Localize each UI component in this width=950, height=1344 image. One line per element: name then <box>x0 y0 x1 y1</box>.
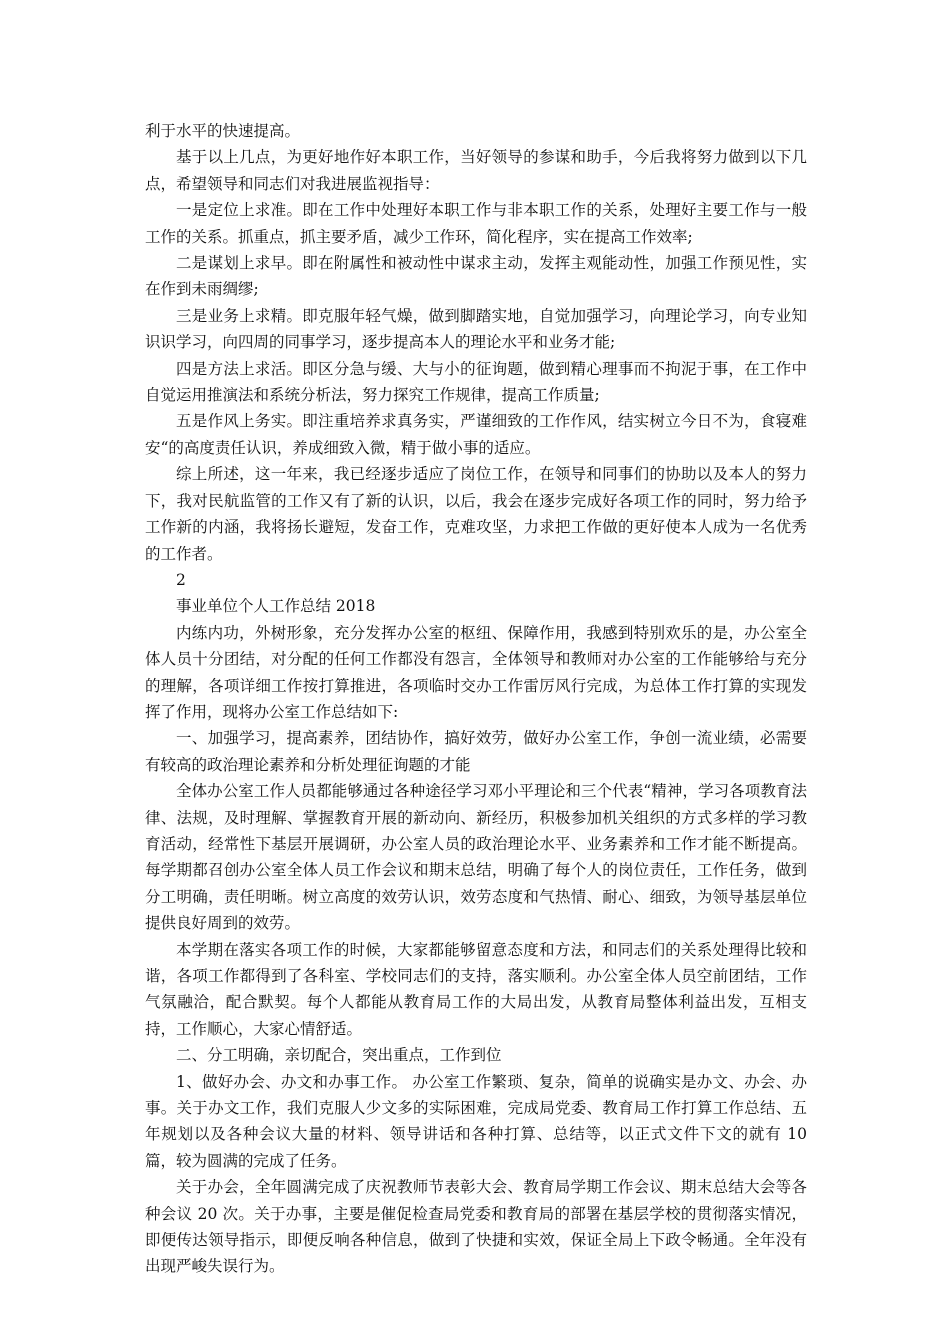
list-paragraph-2: 二是谋划上求早。即在附属性和被动性中谋求主动，发挥主观能动性，加强工作预见性，实在作到未雨绸缪; <box>145 254 807 299</box>
paragraph: 关于办会，全年圆满完成了庆祝教师节表彰大会、教育局学期工作会议、期末总结大会等各种会议 20 次。关于办事，主要是催促检查局党委和教育局的部署在基层学校的贯彻落实情况，即便传达领导指示，即便反响各种信息，做到了快捷和实效，保证全局上下政令畅通。全年没有出现严峻失误行为。 <box>145 1178 807 1276</box>
list-paragraph-3: 三是业务上求精。即克服年轻气燥，做到脚踏实地，自觉加强学习，向理论学习，向专业知识识学习，向四周的同事学习，逐步提高本人的理论水平和业务才能; <box>145 306 807 352</box>
list-paragraph-5: 五是作风上务实。即注重培养求真务实，严谨细致的工作作风，结实树立今日不为，食寝难安“的高度责任认识，养成细致入微，精于做小事的适应。 <box>145 412 807 457</box>
subheading-2: 二、分工明确，亲切配合，突出重点，工作到位 <box>176 1046 502 1065</box>
paragraph: 全体办公室工作人员都能够通过各种途径学习邓小平理论和三个代表“精神，学习各项教育法律、法规，及时理解、掌握教育开展的新动向、新经历，积极参加机关组织的方式多样的学习教育活动，经常性下基层开展调研，办公室人员的政治理论水平、业务素养和工作才能不断提高。每学期都召创办公室全体人员工作会议和期末总结，明确了每个人的岗位责任，工作任务，做到分工明确，责任明晰。树立高度的效劳认识，效劳态度和气热情、耐心、细致，为领导基层单位提供良好周到的效劳。 <box>145 782 807 933</box>
section-number: 2 <box>176 570 186 589</box>
subheading-1: 一、加强学习，提高素养，团结协作，搞好效劳，做好办公室工作，争创一流业绩，必需要有较高的政治理论素养和分析处理征询题的才能 <box>145 729 807 774</box>
section-title: 事业单位个人工作总结 2018 <box>176 597 376 616</box>
list-paragraph-4: 四是方法上求活。即区分急与缓、大与小的征询题，做到精心理事而不拘泥于事，在工作中自觉运用推演法和系统分析法，努力探究工作规律，提高工作质量; <box>145 359 807 405</box>
paragraph: 内练内功，外树形象，充分发挥办公室的枢纽、保障作用，我感到特别欢乐的是，办公室全体人员十分团结，对分配的任何工作都没有怨言，全体领导和教师对办公室的工作能够给与充分的理解，各项详细工作按打算推进，各项临时交办工作雷厉风行完成，为总体工作打算的实现发挥了作用，现将办公室工作总结如下: <box>145 623 807 721</box>
summary-paragraph: 综上所述，这一年来，我已经逐步适应了岗位工作，在领导和同事们的协助以及本人的努力下，我对民航监管的工作又有了新的认识，以后，我会在逐步完成好各项工作的同时，努力给予工作新的内涵，我将扬长避短，发奋工作，克难攻坚，力求把工作做的更好使本人成为一名优秀的工作者。 <box>145 465 807 563</box>
paragraph: 利于水平的快速提高。 <box>145 122 301 140</box>
paragraph: 基于以上几点，为更好地作好本职工作，当好领导的参谋和助手，今后我将努力做到以下几点，希望领导和同志们对我进展监视指导： <box>145 148 807 193</box>
list-paragraph-1: 一是定位上求准。即在工作中处理好本职工作与非本职工作的关系，处理好主要工作与一般工作的关系。抓重点，抓主要矛盾，减少工作环，简化程序，实在提高工作效率; <box>145 201 807 246</box>
document-page <box>145 118 807 1280</box>
paragraph: 1、做好办会、办文和办事工作。 办公室工作繁琐、复杂，简单的说确实是办文、办会、办事。关于办文工作，我们克服人少文多的实际困难，完成局党委、教育局工作打算工作总结、五年规划以及各种会议大量的材料、领导讲话和各种打算、总结等，以正式文件下文的就有 10 篇，较为圆满的完成了任务。 <box>145 1072 807 1170</box>
paragraph: 本学期在落实各项工作的时候，大家都能够留意态度和方法，和同志们的关系处理得比较和谐，各项工作都得到了各科室、学校同志们的支持，落实顺利。办公室全体人员空前团结，工作气氛融洽，配合默契。每个人都能从教育局工作的大局出发，从教育局整体利益出发，互相支持，工作顺心，大家心情舒适。 <box>145 940 807 1038</box>
